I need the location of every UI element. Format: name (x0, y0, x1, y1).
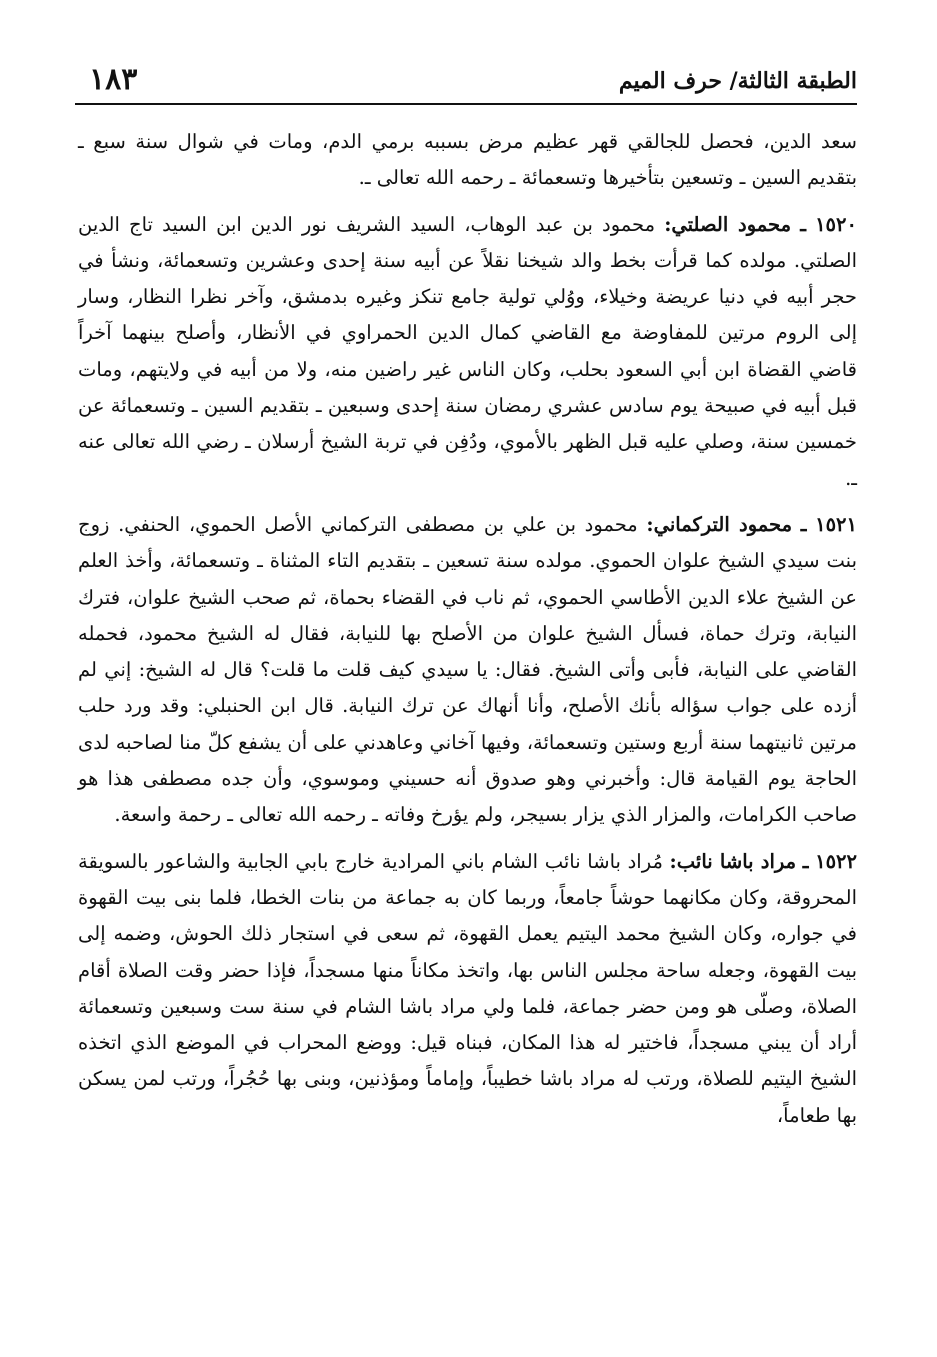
entry-number: ١٥٢١ (815, 512, 858, 536)
entry-dash: ـ (802, 849, 809, 873)
entry-text: محمود بن عبد الوهاب، السيد الشريف نور الدين ابن السيد تاج الدين الصلتي. مولده كما قرأت بخط والد شيخنا نقلاً عن أبيه سنة إحدى وعشرين وتسعمائة، ونشأ في حجر أبيه في دنيا عريضة وخيلاء، ووُلي تولية جامع تنكز وغيره بدمشق، وآخر نظرا النظار، وسار إلى الروم مرتين للمفاوضة مع القاضي كمال الدين الحمراوي في الأنظار، وأصلح بينهما آخراً قاضي القضاة ابن أبي السعود بحلب، وكان الناس غير راضين منه، ولا من أبيه في ولايتهم، ومات قبل أبيه في صبيحة يوم سادس عشري رمضان سنة إحدى وسبعين ـ بتقديم السين ـ وتسعمائة عن خمسين سنة، وصلي عليه قبل الظهر بالأموي، ودُفِن في تربة الشيخ أرسلان ـ رضي الله تعالى عنه ـ. (78, 212, 857, 490)
entry-text: مُراد باشا نائب الشام باني المرادية خارج بابي الجابية والشاعور بالسويقة المحروقة، وكان مكانهما حوشاً جامعاً، وربما كان به جماعة من بنات الخطا، فلما بنى بيت القهوة في جواره، وكان الشيخ محمد اليتيم يعمل القهوة، ثم سعى في استجار ذلك الحوش، وضمه إلى بيت القهوة، وجعله ساحة مجلس الناس بها، واتخذ مكاناً منها مسجداً، فإذا حضر وقت الصلاة أقام الصلاة، وصلّى هو ومن حضر جماعة، فلما ولي مراد باشا الشام في سنة ست وسبعين وتسعمائة أراد أن يبني مسجداً، فاختير له هذا المكان، فبناه قيل: ووضع المحراب في الموضع الذي اتخذه الشيخ اليتيم للصلاة، ورتب له مراد باشا خطيباً، وإماماً ومؤذنين، وبنى بها حُجُراً، ورتب لمن يسكن بها طعاماً، (78, 849, 857, 1127)
entry-1520 (78, 207, 857, 497)
entry-number: ١٥٢٢ (815, 849, 857, 873)
page-number: ١٨٣ (89, 62, 138, 97)
entry-name: محمود الصلتي: (664, 212, 792, 236)
entry-number: ١٥٢٠ (815, 212, 857, 236)
running-title: الطبقة الثالثة/ حرف الميم (618, 68, 857, 94)
entry-name: محمود التركماني: (646, 512, 793, 536)
paragraph-text: سعد الدين، فحصل للجالقي قهر عظيم مرض بسببه برمي الدم، ومات في شوال سنة سبع ـ بتقديم السين ـ وتسعين بتأخيرها وتسعمائة ـ رحمه الله تعالى ـ. (78, 130, 857, 190)
page-header (75, 62, 857, 100)
entry-text: محمود بن علي بن مصطفى التركماني الأصل الحموي، الحنفي. زوج بنت سيدي الشيخ علوان الحموي. مولده سنة تسعين ـ بتقديم التاء المثناة ـ وتسعمائة، وأخذ العلم عن الشيخ علاء الدين الأطاسي الحموي، ثم ناب في القضاء بحماة، ثم صحب الشيخ علوان، فترك النيابة، وترك حماة، فسأل الشيخ علوان من الأصلح بها للنيابة، فقال له الشيخ محمود، فحمله القاضي على النيابة، فأبى وأتى الشيخ. فقال: يا سيدي كيف قلت ما قلت؟ قال له الشيخ: إني لم أزده على جواب سؤاله بأنك الأصلح، وأنا أنهاك عن ترك النيابة. قال ابن الحنبلي: وقد ورد حلب مرتين ثانيتهما سنة أربع وستين وتسعمائة، وفيها آخاني وعاهدني على أن يشفع كلّ منا لصاحبه لدى الحاجة يوم القيامة قال: وأخبرني وهو صدوق أنه حسيني وموسوي، وأن جده مصطفى هذا هو صاحب الكرامات، والمزار الذي يزار بسيجر، ولم يؤرخ وفاته ـ رحمه الله تعالى ـ رحمة واسعة. (78, 512, 857, 827)
entry-1522 (78, 844, 857, 1134)
entry-1521 (78, 507, 857, 834)
entry-name: مراد باشا نائب: (669, 849, 797, 873)
entry-dash: ـ (800, 212, 806, 236)
paragraph-continuation (78, 124, 857, 197)
entry-dash: ـ (800, 512, 807, 536)
body-text (78, 124, 857, 1134)
header-divider (75, 103, 857, 105)
